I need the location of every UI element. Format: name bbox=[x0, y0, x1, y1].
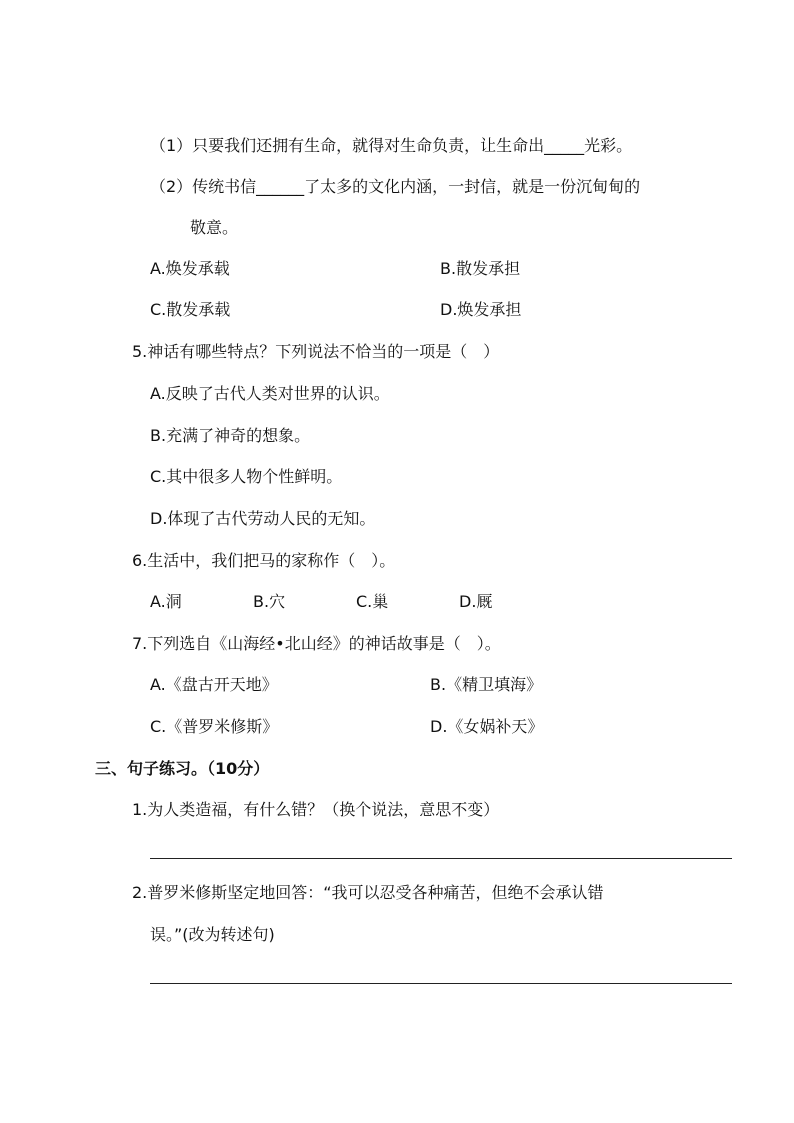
s3-question-1: 1.为人类造福，有什么错？（换个说法，意思不变） bbox=[132, 800, 500, 819]
q7-stem: 7.下列选自《山海经•北山经》的神话故事是（ ）。 bbox=[132, 634, 501, 653]
q6-option-a[interactable]: A.洞 bbox=[150, 592, 182, 611]
q4-option-c[interactable]: C.散发承载 bbox=[150, 300, 231, 319]
q5-stem: 5.神话有哪些特点？下列说法不恰当的一项是（ ） bbox=[132, 342, 500, 361]
s3-question-2-line1: 2.普罗米修斯坚定地回答：“我可以忍受各种痛苦，但绝不会承认错 bbox=[132, 883, 604, 902]
q4-option-b[interactable]: B.散发承担 bbox=[440, 259, 521, 278]
q6-option-c[interactable]: C.巢 bbox=[356, 592, 389, 611]
q4-sentence-1: （1）只要我们还拥有生命，就得对生命负责，让生命出_____光彩。 bbox=[150, 136, 633, 155]
answer-line-2[interactable] bbox=[150, 983, 732, 984]
q6-option-d[interactable]: D.厩 bbox=[459, 592, 493, 611]
q5-option-a[interactable]: A.反映了古代人类对世界的认识。 bbox=[150, 384, 390, 403]
q5-option-c[interactable]: C.其中很多人物个性鲜明。 bbox=[150, 467, 343, 486]
s3-question-2-line2: 误。”(改为转述句) bbox=[150, 925, 275, 944]
q4-option-d[interactable]: D.焕发承担 bbox=[440, 300, 522, 319]
q7-option-d[interactable]: D.《女娲补天》 bbox=[430, 717, 544, 736]
q4-sentence-2-line2: 敬意。 bbox=[190, 218, 239, 237]
q7-option-c[interactable]: C.《普罗米修斯》 bbox=[150, 717, 279, 736]
section-3-heading: 三、句子练习。（10分） bbox=[95, 759, 270, 778]
q7-option-a[interactable]: A.《盘古开天地》 bbox=[150, 675, 278, 694]
q6-stem: 6.生活中，我们把马的家称作（ ）。 bbox=[132, 551, 396, 570]
q7-option-b[interactable]: B.《精卫填海》 bbox=[430, 675, 543, 694]
answer-line-1[interactable] bbox=[150, 858, 732, 859]
q5-option-b[interactable]: B.充满了神奇的想象。 bbox=[150, 426, 311, 445]
q4-option-a[interactable]: A.焕发承载 bbox=[150, 259, 230, 278]
q6-option-b[interactable]: B.穴 bbox=[253, 592, 286, 611]
q5-option-d[interactable]: D.体现了古代劳动人民的无知。 bbox=[150, 509, 376, 528]
q4-sentence-2-line1: （2）传统书信______了太多的文化内涵，一封信，就是一份沉甸甸的 bbox=[150, 177, 641, 196]
